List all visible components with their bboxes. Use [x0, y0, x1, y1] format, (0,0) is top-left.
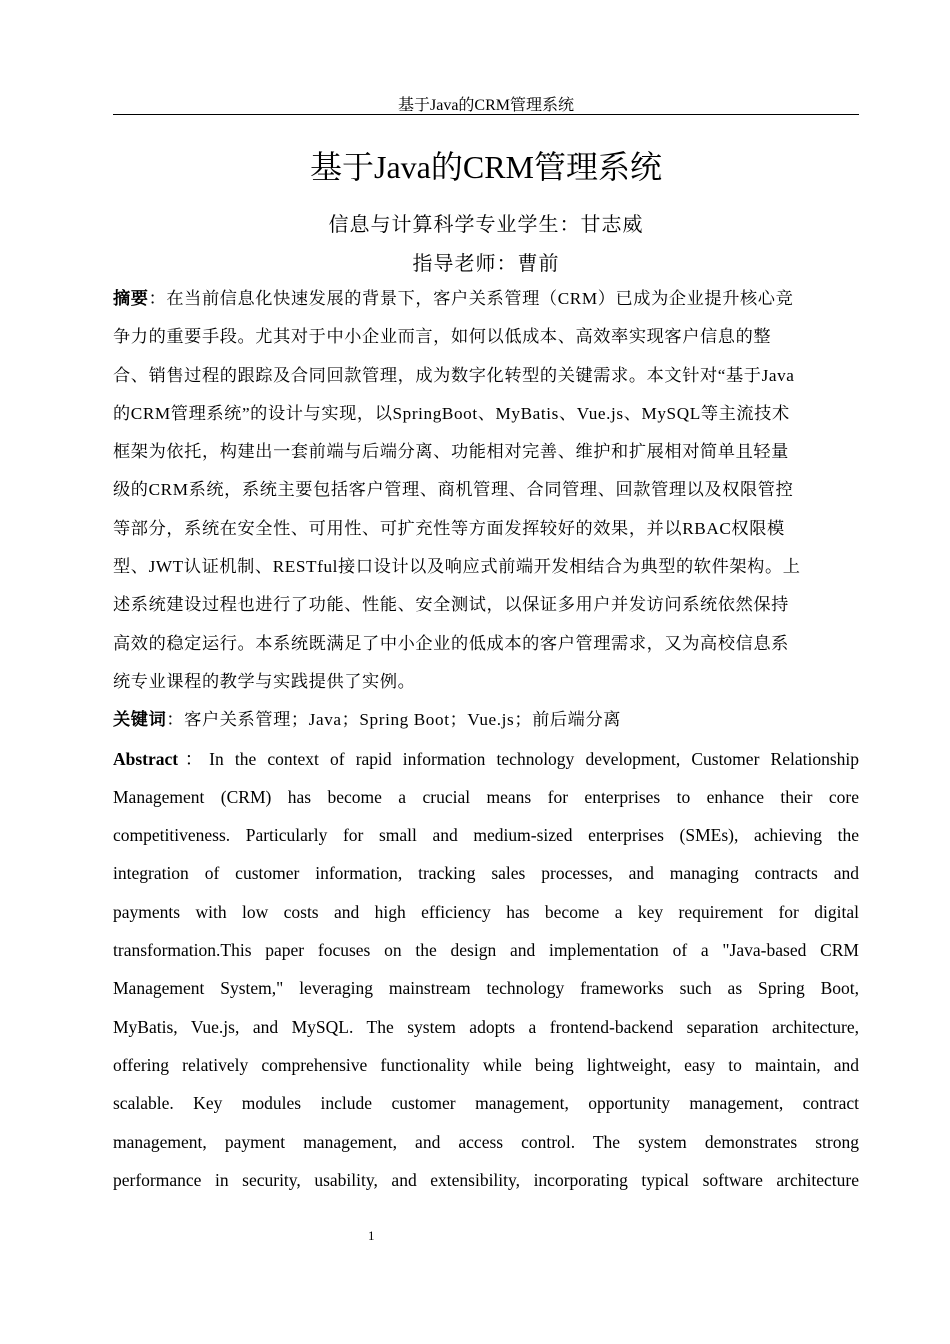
abstract-en-line: MyBatis, Vue.js, and MySQL. The system adopts a frontend-backend separation architecture,	[113, 1016, 859, 1037]
abstract-en-line: Management (CRM) has become a crucial means for enterprises to enhance their core	[113, 786, 859, 807]
abstract-en-line: performance in security, usability, and extensibility, incorporating typical software architecture	[113, 1169, 859, 1190]
keywords-line: 关键词：客户关系管理；Java；Spring Boot；Vue.js；前后端分离	[113, 710, 622, 730]
advisor-line: 指导老师：曹前	[412, 253, 560, 275]
abstract-line: 争力的重要手段。尤其对于中小企业而言，如何以低成本、高效率实现客户信息的整	[113, 327, 772, 347]
abstract-body	[113, 280, 859, 1199]
abstract-line: 述系统建设过程也进行了功能、性能、安全测试，以保证多用户并发访问系统依然保持	[113, 595, 789, 615]
abstract-line: 级的CRM系统，系统主要包括客户管理、商机管理、合同管理、回款管理以及权限管控	[113, 480, 794, 500]
abstract-en-line: Abstract：In the context of rapid information technology development, Customer Relationship	[113, 748, 859, 769]
abstract-chinese	[113, 280, 859, 740]
abstract-en-line: Management System," leveraging mainstream technology frameworks such as Spring Boot,	[113, 978, 859, 999]
abstract-line: 框架为依托，构建出一套前端与后端分离、功能相对完善、维护和扩展相对简单且轻量	[113, 442, 789, 462]
author-line: 信息与计算科学专业学生：甘志威	[328, 214, 644, 236]
abstract-line: 等部分，系统在安全性、可用性、可扩充性等方面发挥较好的效果，并以RBAC权限模	[113, 518, 785, 538]
abstract-en-line: integration of customer information, tracking sales processes, and managing contracts and	[113, 863, 859, 884]
abstract-label: 摘要	[113, 289, 149, 308]
keywords-label: 关键词	[113, 710, 167, 730]
paper-title: 基于Java的CRM管理系统	[309, 149, 662, 185]
abstract-line: 型、JWT认证机制、RESTful接口设计以及响应式前端开发相结合为典型的软件架构。上	[113, 557, 801, 577]
abstract-line: 统专业课程的教学与实践提供了实例。	[113, 671, 416, 691]
abstract-en-line: payments with low costs and high efficiency has become a key requirement for digital	[113, 901, 859, 922]
running-header: 基于Java的CRM管理系统	[397, 97, 574, 114]
abstract-en-line: offering relatively comprehensive functionality while being lightweight, easy to maintain, and	[113, 1054, 859, 1075]
abstract-en-label: Abstract	[113, 748, 179, 769]
abstract-en-line: transformation.This paper focuses on the design and implementation of a "Java-based CRM	[113, 940, 859, 961]
header-rule	[113, 114, 859, 115]
abstract-en-line: competitiveness. Particularly for small and medium-sized enterprises (SMEs), achieving the	[113, 825, 859, 846]
abstract-line: 高效的稳定运行。本系统既满足了中小企业的低成本的客户管理需求，又为高校信息系	[113, 633, 789, 653]
abstract-en-line: management, payment management, and access control. The system demonstrates strong	[113, 1131, 859, 1152]
page-number: 1	[368, 1228, 375, 1243]
abstract-en-line: scalable. Key modules include customer management, opportunity management, contract	[113, 1093, 859, 1114]
abstract-line: 的CRM管理系统”的设计与实现，以SpringBoot、MyBatis、Vue.js、MySQL等主流技术	[113, 403, 790, 423]
abstract-english	[113, 740, 859, 1200]
abstract-line: 合、销售过程的跟踪及合同回款管理，成为数字化转型的关键需求。本文针对“基于Java	[113, 365, 795, 385]
abstract-line: 摘要：在当前信息化快速发展的背景下，客户关系管理（CRM）已成为企业提升核心竞	[113, 289, 794, 308]
